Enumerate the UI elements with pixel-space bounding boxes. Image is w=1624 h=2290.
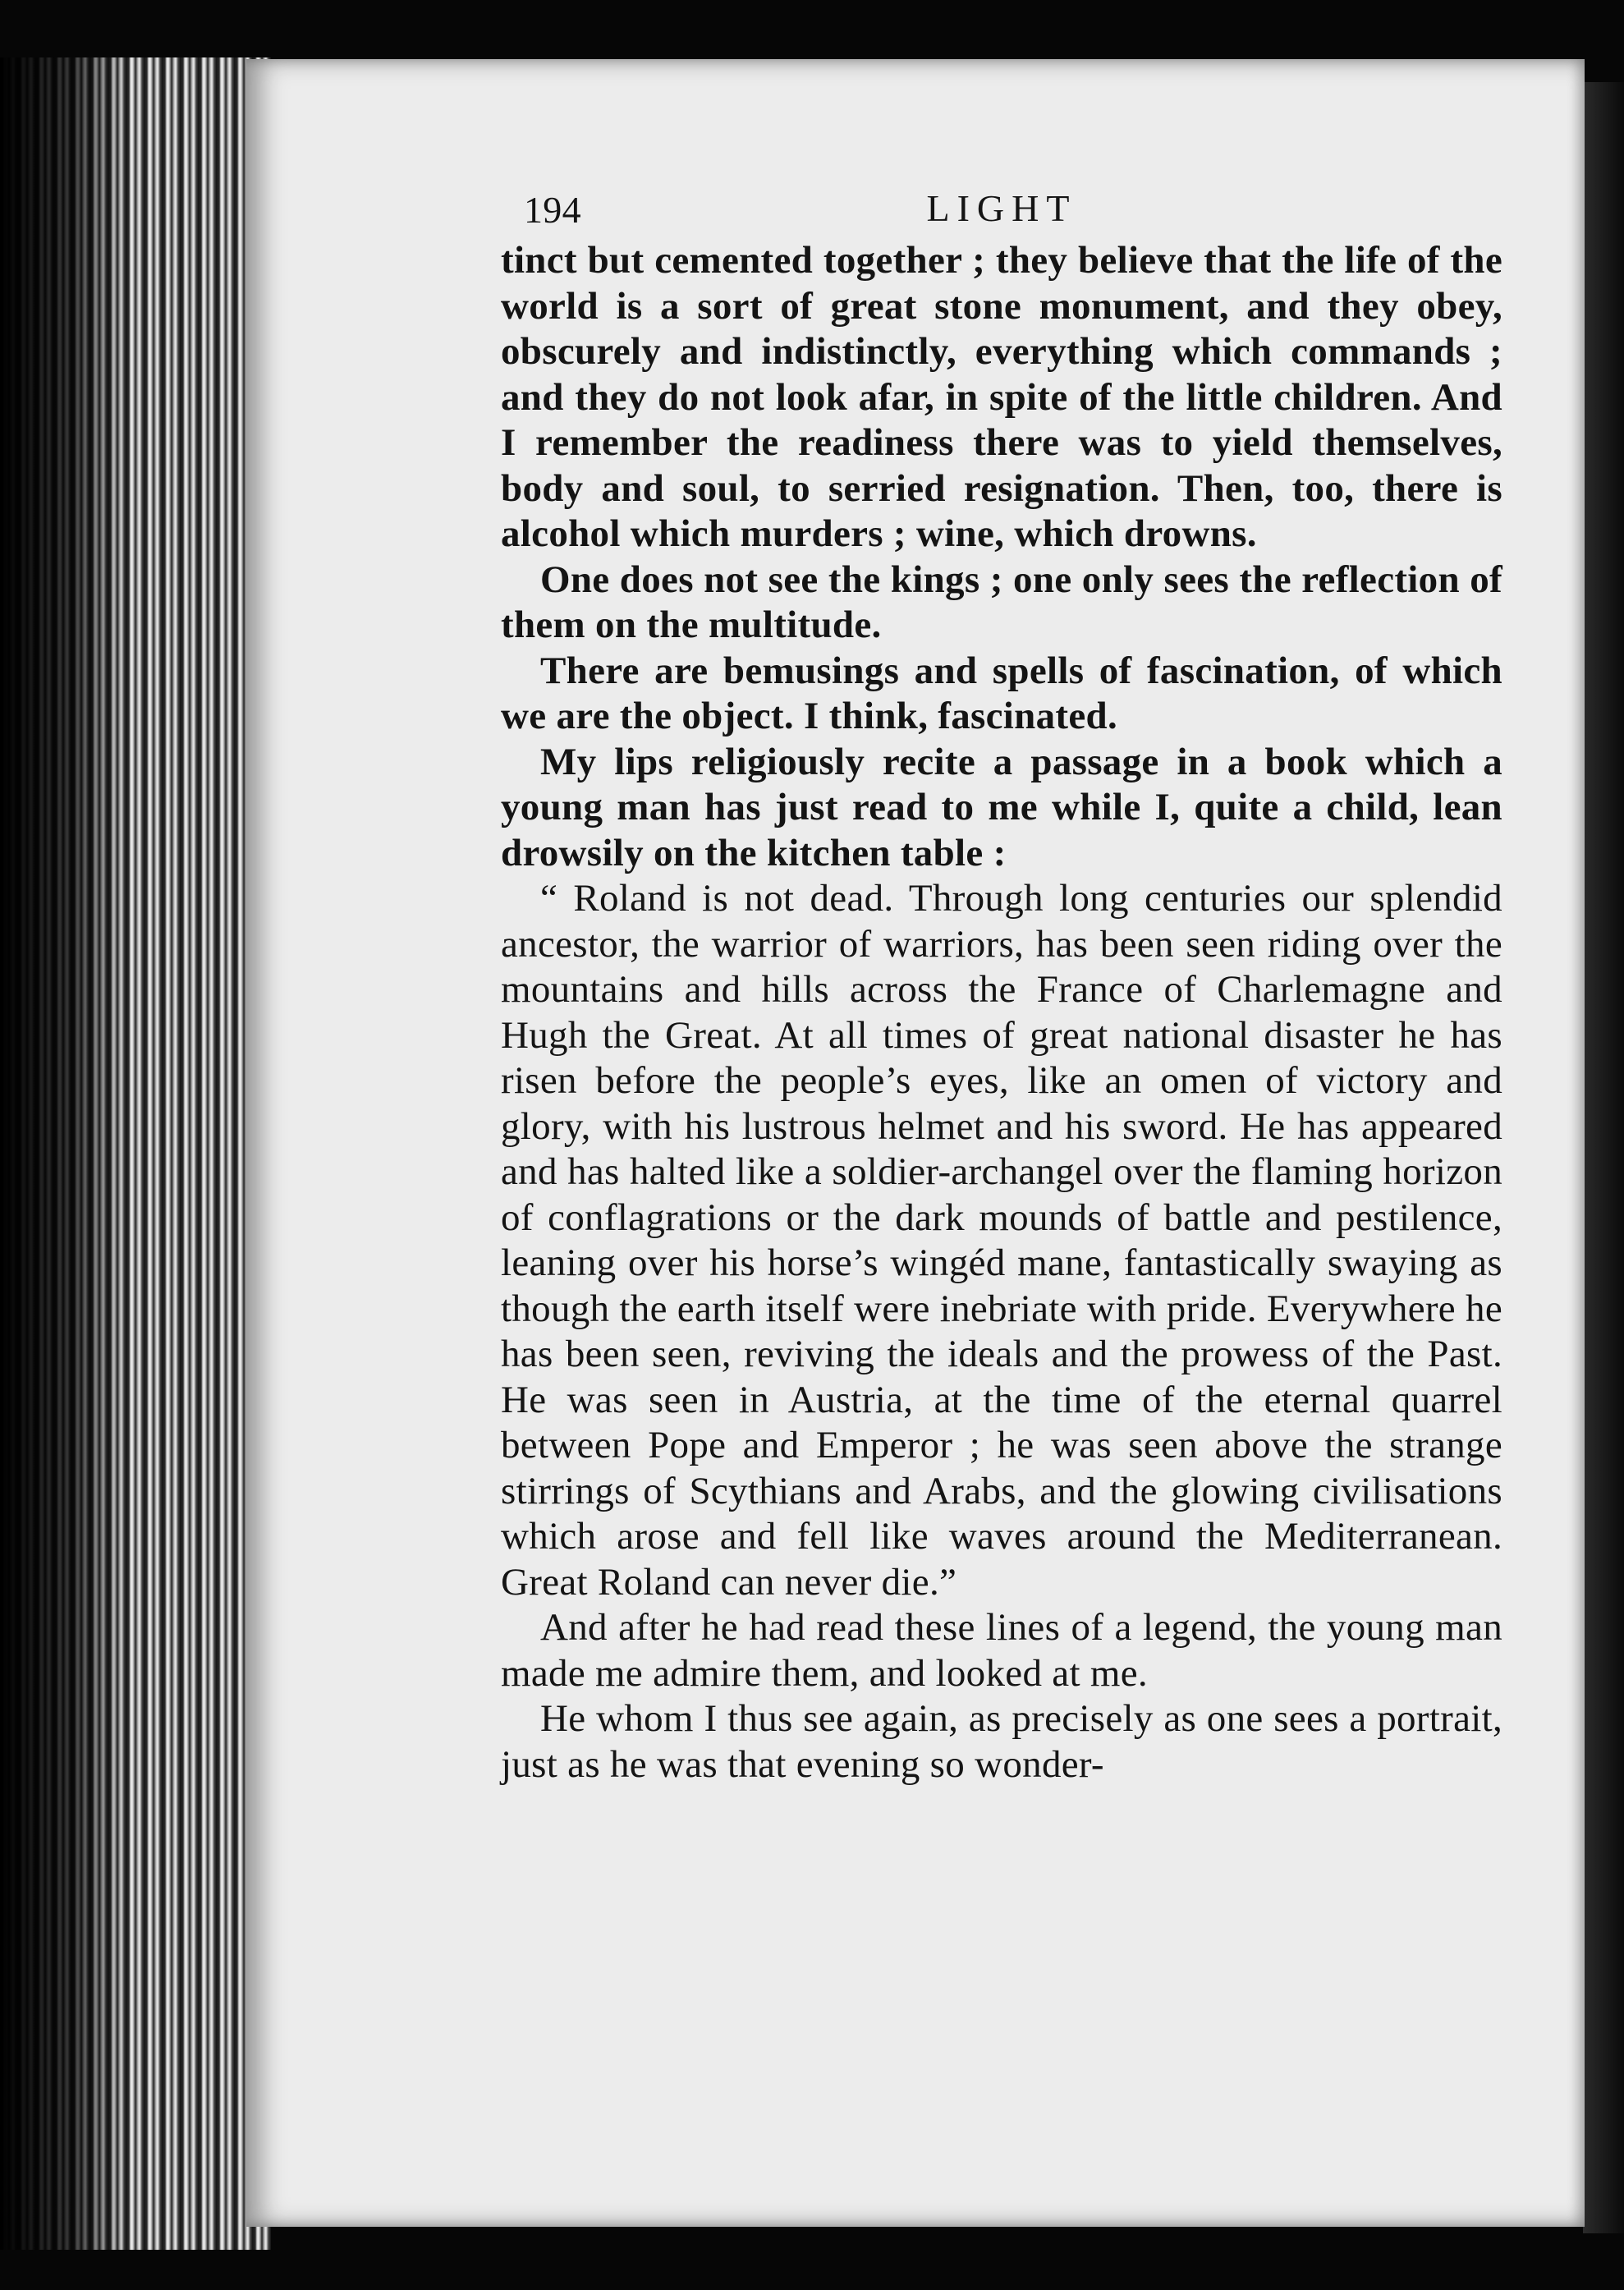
paragraph-4: My lips religiously recite a passage in a book which a young man has just read to me while I, quite a child, lean drowsily on the kitchen table : (501, 740, 1502, 874)
paragraph-5: “ Roland is not dead. Through long centuries our splendid ancestor, the warrior of warriors, has been seen riding over the mountains and hills across the France of Charlemagne and Hugh the Great. At all times of great national disaster he has risen before the people’s eyes, like an omen of victory and glory, with his lustrous helmet and his sword. He has appeared and has halted like a soldier-archangel over the flaming horizon of conflagrations or the dark mounds of battle and pestilence, leaning over his horse’s wingéd mane, fantastically swaying as though the earth itself were inebriate with pride. Everywhere he has been seen, reviving the ideals and the prowess of the Past. He was seen in Austria, at the time of the eternal quarrel between Pope and Emperor ; he was seen above the strange stirrings of Scythians and Arabs, and the glowing civilisations which arose and fell like waves around the Mediterranean. Great Roland can never die.” (501, 877, 1502, 1604)
page-number: 194 (524, 189, 581, 231)
running-title: LIGHT (926, 187, 1077, 229)
paragraph-6: And after he had read these lines of a legend, the young man made me admire them, and looked at me. (501, 1606, 1502, 1695)
paragraph-1: tinct but cemented together ; they believe that the life of the world is a sort of great stone monument, and they obey, obscurely and indistinctly, everything which commands ; and they do not look afar, in spite of the little children. And I remember the readiness there was to yield themselves, body and soul, to serried resignation. Then, too, there is alcohol which murders ; wine, which drowns. (501, 239, 1502, 555)
paragraph-2: One does not see the kings ; one only sees the reflection of them on the multitude. (501, 558, 1502, 646)
paragraph-7: He whom I thus see again, as precisely as one sees a portrait, just as he was that evening so wonder- (501, 1697, 1502, 1786)
book-edge-shadow (0, 57, 131, 2250)
page-content (501, 181, 1502, 1787)
body-text (501, 238, 1502, 1787)
paragraph-3: There are bemusings and spells of fascination, of which we are the object. I think, fascinated. (501, 649, 1502, 737)
running-head (501, 181, 1502, 238)
book-right-edge (1583, 82, 1624, 2233)
